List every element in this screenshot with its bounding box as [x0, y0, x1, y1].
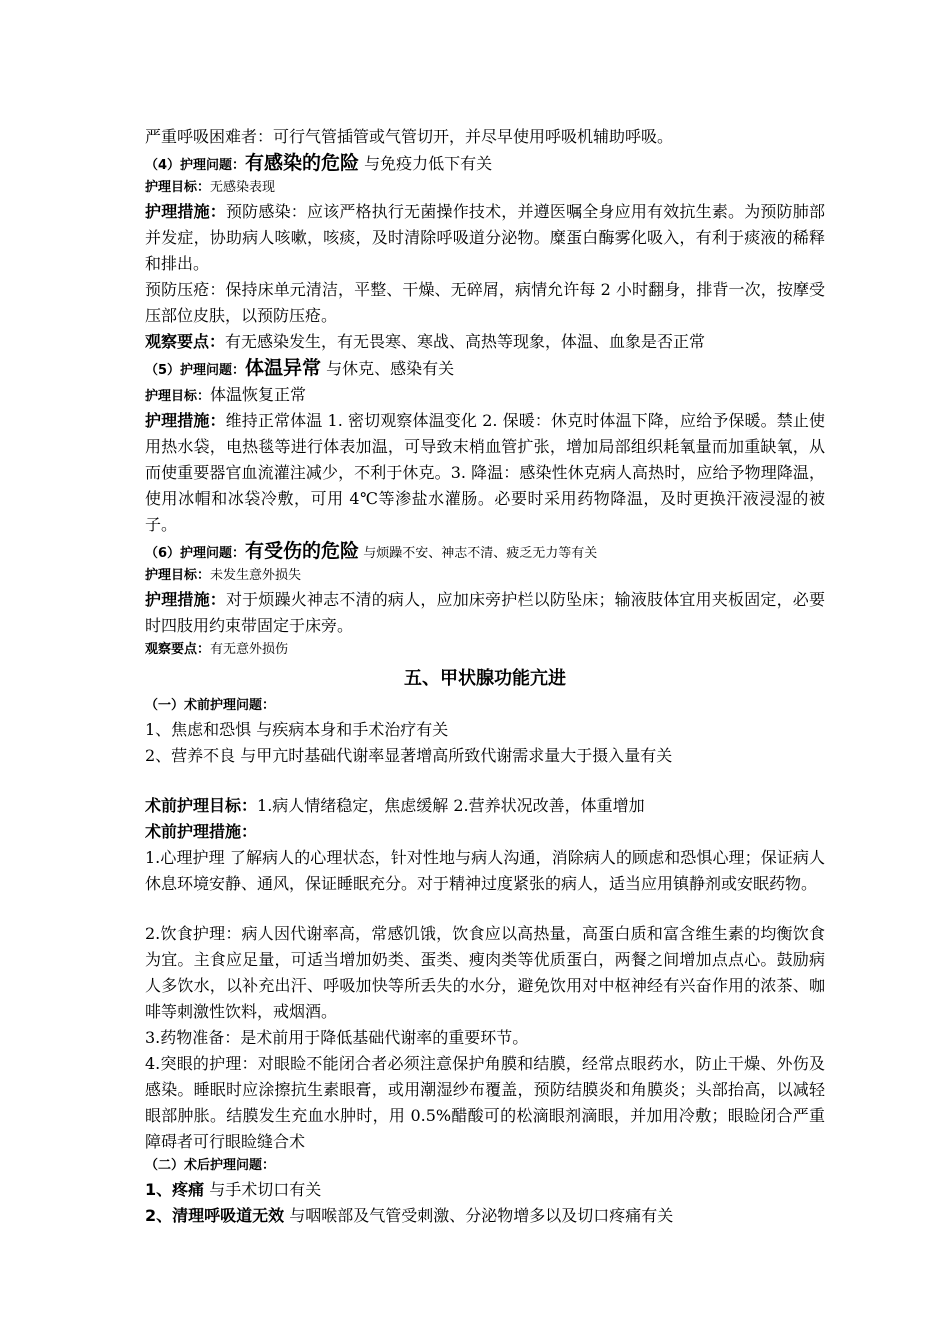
post-op-problem-1-rest: 与手术切口有关 — [204, 1180, 322, 1199]
measures-4-text: 预防感染：应该严格执行无菌操作技术，并遵医嘱全身应用有效抗生素。为预防肺部并发症，协助病人咳嗽，咳痰，及时清除呼吸道分泌物。糜蛋白酶雾化吸入，有利于痰液的稀释和排出。 — [145, 202, 825, 273]
measures-4 — [145, 199, 825, 277]
measure-exophthalmos: 4.突眼的护理：对眼睑不能闭合者必须注意保护角膜和结膜，经常点眼药水，防止干燥、外伤及感染。睡眠时应涂擦抗生素眼膏，或用潮湿纱布覆盖，预防结膜炎和角膜炎；头部抬高，以减轻眼部肿胀。结膜发生充血水肿时，用 0.5%醋酸可的松滴眼剂滴眼，并加用冷敷；眼睑闭合严重障碍者可行眼睑缝合术 — [145, 1054, 825, 1151]
pre-op-goal-lead: 术前护理目标： — [145, 796, 258, 815]
measures-6-text: 对于烦躁火神志不清的病人，应加床旁护栏以防坠床；输液肢体宜用夹板固定，必要时四肢用约束带固定于床旁。 — [145, 590, 825, 635]
goal-6-text: 未发生意外损失 — [210, 568, 302, 583]
problem-5-lead: （5）护理问题： — [145, 363, 246, 378]
post-op-problems-heading: （二）术后护理问题： — [145, 1158, 276, 1173]
post-op-problem-1 — [145, 1177, 825, 1203]
pre-op-measures-heading: 术前护理措施： — [145, 822, 258, 841]
paragraph-respiratory: 严重呼吸困难者：可行气管插管或气管切开，并尽早使用呼吸机辅助呼吸。 — [145, 127, 674, 146]
document-page — [145, 124, 825, 1229]
observe-4-lead: 观察要点： — [145, 332, 226, 351]
spacer — [145, 769, 825, 793]
goal-4-text: 无感染表现 — [210, 180, 276, 195]
measure-diet: 2.饮食护理：病人因代谢率高，常感饥饿，饮食应以高热量，高蛋白质和富含维生素的均衡饮食为宜。主食应足量，可适当增加奶类、蛋类、瘦肉类等优质蛋白，两餐之间增加点点心。鼓励病人多饮水，以补充出汗、呼吸加快等所丢失的水分，避免饮用对中枢神经有兴奋作用的浓茶、咖啡等刺激性饮料，戒烟酒。 — [145, 924, 825, 1021]
measures-4-pressure: 预防压疮：保持床单元清洁，平整、干燥、无碎屑，病情允许每 2 小时翻身，排背一次，按摩受压部位皮肤，以预防压疮。 — [145, 280, 825, 325]
observe-4-text: 有无感染发生，有无畏寒、寒战、高热等现象，体温、血象是否正常 — [225, 332, 706, 351]
goal-5 — [145, 382, 825, 408]
problem-6-lead: （6）护理问题： — [145, 546, 246, 561]
problem-5 — [145, 355, 825, 382]
observe-6-text: 有无意外损伤 — [210, 642, 289, 657]
goal-5-text: 体温恢复正常 — [210, 385, 307, 404]
measure-medication: 3.药物准备：是术前用于降低基础代谢率的重要环节。 — [145, 1028, 529, 1047]
measure-psychological: 1.心理护理 了解病人的心理状态，针对性地与病人沟通，消除病人的顾虑和恐惧心理；保证病人休息环境安静、通风，保证睡眠充分。对于精神过度紧张的病人，适当应用镇静剂或安眠药物。 — [145, 848, 825, 893]
problem-5-rest: 与休克、感染有关 — [321, 359, 455, 378]
problem-4-title: 有感染的危险 — [245, 152, 360, 174]
problem-4-lead: （4）护理问题： — [145, 158, 246, 173]
measures-5 — [145, 408, 825, 538]
problem-5-title: 体温异常 — [245, 357, 322, 379]
pre-op-problems-heading: （一）术前护理问题： — [145, 698, 276, 713]
post-op-problem-1-lead: 1、疼痛 — [145, 1180, 205, 1199]
observe-6-lead: 观察要点： — [145, 642, 211, 657]
problem-4 — [145, 150, 825, 177]
measures-6 — [145, 587, 825, 639]
observe-6 — [145, 639, 825, 661]
goal-6-lead: 护理目标： — [145, 568, 211, 583]
goal-4-lead: 护理目标： — [145, 180, 211, 195]
observe-4 — [145, 329, 825, 355]
measures-6-lead: 护理措施： — [145, 590, 226, 609]
pre-op-goal — [145, 793, 825, 819]
problem-6-rest: 与烦躁不安、神志不清、疲乏无力等有关 — [359, 546, 598, 561]
post-op-problem-2-rest: 与咽喉部及气管受刺激、分泌物增多以及切口疼痛有关 — [284, 1206, 674, 1225]
post-op-problem-2 — [145, 1203, 825, 1229]
problem-4-rest: 与免疫力低下有关 — [359, 154, 493, 173]
goal-4 — [145, 177, 825, 199]
problem-6 — [145, 538, 825, 565]
pre-op-goal-text: 1.病人情绪稳定，焦虑缓解 2.营养状况改善，体重增加 — [257, 796, 645, 815]
section-title-hyperthyroidism: 五、甲状腺功能亢进 — [404, 668, 566, 689]
pre-op-problem-2: 2、营养不良 与甲亢时基础代谢率显著增高所致代谢需求量大于摄入量有关 — [145, 746, 673, 765]
measures-5-text: 维持正常体温 1. 密切观察体温变化 2. 保暖：休克时体温下降，应给予保暖。禁止使用热水袋，电热毯等进行体表加温，可导致末梢血管扩张，增加局部组织耗氧量而加重缺氧，从而使重要器官血流灌注减少，不利于休克。3. 降温：感染性休克病人高热时，应给予物理降温，使用冰帽和冰袋冷敷，可用 4℃等渗盐水灌肠。必要时采用药物降温，及时更换汗液浸湿的被子。 — [145, 411, 825, 534]
pre-op-problem-1: 1、焦虑和恐惧 与疾病本身和手术治疗有关 — [145, 720, 449, 739]
spacer — [145, 897, 825, 921]
measures-4-lead: 护理措施： — [145, 202, 226, 221]
goal-5-lead: 护理目标： — [145, 389, 211, 404]
goal-6 — [145, 565, 825, 587]
post-op-problem-2-lead: 2、清理呼吸道无效 — [145, 1206, 285, 1225]
problem-6-title: 有受伤的危险 — [245, 540, 360, 562]
measures-5-lead: 护理措施： — [145, 411, 226, 430]
